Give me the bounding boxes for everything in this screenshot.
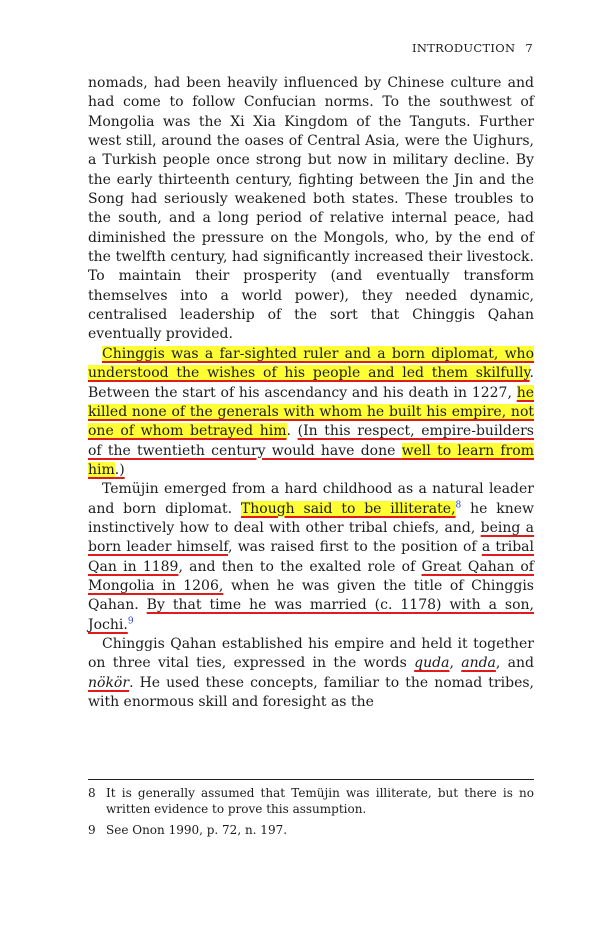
footnote-number: 9: [88, 823, 96, 837]
footnote-ref-9[interactable]: 9: [127, 615, 134, 626]
highlight-illiterate[interactable]: Though said to be illiterate,: [240, 500, 456, 517]
footnote-8: [88, 786, 534, 817]
underline-great-qahan[interactable]: Great Qahan of Mongolia in 1206,: [88, 558, 534, 594]
text-span: , and: [495, 655, 534, 672]
section-title: INTRODUCTION: [411, 41, 516, 55]
underline-empire-builders[interactable]: (In this respect, empire-builders of the twentieth century would have done: [88, 423, 534, 459]
underline-tribal-qan[interactable]: a tribal Qan in 1189: [88, 539, 534, 575]
text-span: .: [286, 423, 298, 440]
footnote-9: [88, 823, 534, 839]
text-span: ,: [449, 655, 462, 672]
underline-nokor[interactable]: nökör: [88, 674, 130, 691]
paragraph-4: [88, 635, 534, 712]
highlight-killed-none[interactable]: he killed none of the generals with whom he built his empire, not one of whom betrayed him: [88, 384, 534, 440]
text-span: . Between the start of his ascendancy and his death in 1227,: [88, 365, 534, 401]
underline-married-jochi[interactable]: By that time he was married (c. 1178) with a son, Jochi.: [88, 597, 534, 633]
footnote-divider: [88, 779, 534, 780]
footnote-text: See Onon 1990, p. 72, n. 197.: [106, 823, 288, 837]
underline-born-leader[interactable]: being a born leader himself: [88, 519, 535, 556]
footnote-ref-8[interactable]: 8: [455, 499, 462, 510]
underline-closing-paren: .): [114, 461, 125, 478]
paragraph-1: nomads, had been heavily influenced by Chinese culture and had come to follow Confucian norms. To the southwest of Mongolia was the Xi Xia Kingdom of the Tanguts. Further west still, around the oases of Central Asia, were the Uighurs, a Turkish people once strong but now in military decline. By the early thirteenth century, fighting between the Jin and the Song had seriously weakened both states. These troubles to the south, and a long period of relative internal peace, had diminished the pressure on the Mongols, who, by the end of the twelfth century, had significantly increased their livestock. To maintain their prosperity (and eventually transform themselves into a world power), they needed dynamic, centralised leadership of the sort that Chinggis Qahan eventually provided.: [88, 75, 534, 343]
page-number: 7: [525, 41, 533, 55]
highlight-far-sighted-ruler[interactable]: Chinggis was a far-sighted ruler and a born diplomat, who understood the wishes of his people and led them skilfully: [88, 345, 534, 382]
text-span: he knew instinctively how to deal with other tribal chiefs, and,: [88, 500, 534, 536]
text-span: , was raised first to the position of: [228, 539, 482, 556]
paragraph-2: [88, 345, 534, 480]
underline-anda[interactable]: anda: [461, 655, 496, 672]
text-span: Chinggis Qahan established his empire and held it together on three vital ties, expressed in the words: [88, 635, 534, 672]
footnote-text: It is generally assumed that Temüjin was illiterate, but there is no written evidence to prove this assumption.: [106, 786, 534, 816]
footnotes: [88, 786, 534, 845]
text-span: when he was given the title of Chinggis Qahan.: [88, 577, 534, 614]
underline-quda[interactable]: quda: [414, 655, 450, 672]
paragraph-3: [88, 480, 534, 635]
text-span: . He used these concepts, familiar to the nomad tribes, with enormous skill and foresight as the: [88, 674, 534, 710]
text-span: , and then to the exalted role of: [178, 558, 422, 575]
running-head: [412, 41, 533, 55]
footnote-number: 8: [88, 786, 96, 800]
highlight-learn-from-him[interactable]: well to learn from him: [88, 442, 534, 478]
body-text: [88, 74, 534, 712]
text-span: Temüjin emerged from a hard childhood as a natural leader and born diplomat.: [88, 481, 534, 517]
